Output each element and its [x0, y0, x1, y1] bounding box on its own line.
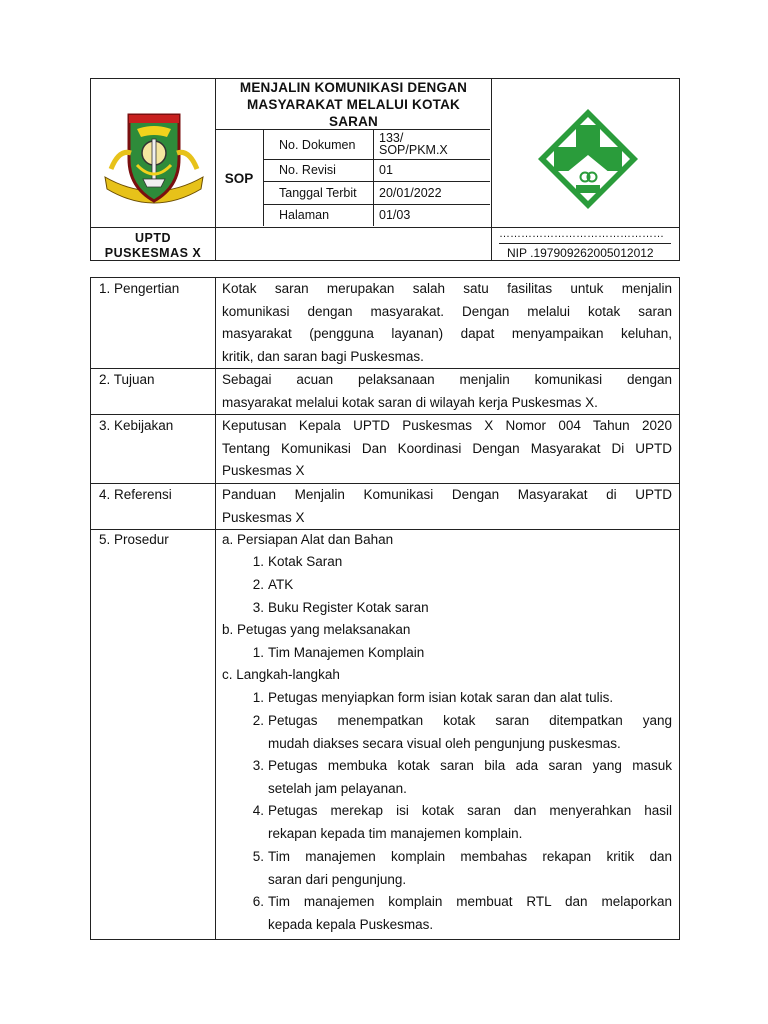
- section-text-pengertian: [222, 278, 672, 368]
- list-item: Tim Manajemen Komplain: [268, 645, 425, 660]
- list-item-line: Petugas membuka kotak saran bila ada saran yang masuk: [268, 758, 672, 773]
- list-number: 2.: [252, 713, 264, 728]
- meta-label-tanggal-terbit: Tanggal Terbit: [279, 186, 357, 200]
- list-item: [268, 710, 672, 755]
- sop-header-table: [90, 78, 680, 261]
- list-item-line: Petugas menyiapkan form isian kotak saran dan alat tulis.: [268, 690, 614, 705]
- list-number: 1.: [252, 645, 264, 660]
- nip-number: NIP .197909262005012012: [507, 246, 654, 260]
- title-line: MENJALIN KOMUNIKASI DENGAN: [239, 80, 468, 95]
- sop-label: SOP: [224, 170, 254, 186]
- section-label-kebijakan: 3. Kebijakan: [99, 418, 174, 433]
- list-item: [268, 891, 672, 936]
- meta-label-no-dokumen: No. Dokumen: [279, 138, 356, 152]
- text-line: Puskesmas X: [222, 509, 305, 525]
- list-item: ATK: [268, 577, 294, 592]
- list-item: [268, 800, 672, 845]
- meta-value-no-dokumen: [373, 132, 491, 156]
- organization-name: [91, 228, 215, 261]
- text-line: kritik, dan saran bagi Puskesmas.: [222, 348, 424, 364]
- subsection-title-persiapan: a. Persiapan Alat dan Bahan: [222, 532, 394, 547]
- list-number: 3.: [252, 600, 264, 615]
- list-item-line: saran dari pengunjung.: [268, 871, 407, 887]
- list-number: 1.: [252, 690, 264, 705]
- puskesmas-logo: [536, 107, 640, 211]
- section-text-referensi: [222, 484, 672, 529]
- list-number: 4.: [252, 803, 264, 818]
- text-line: Sebagai acuan pelaksanaan menjalin komunikasi dengan: [222, 372, 672, 387]
- divider: [263, 181, 490, 182]
- text-line: masyarakat (pengguna layanan) dapat menyampaikan keluhan,: [222, 326, 672, 341]
- divider: [491, 79, 492, 260]
- list-item: [268, 755, 672, 800]
- sop-body-table: [90, 277, 680, 940]
- text-line: Kotak saran merupakan salah satu fasilitas untuk menjalin: [222, 281, 672, 296]
- list-item: [268, 846, 672, 891]
- list-item-line: Petugas menempatkan kotak saran ditempatkan yang: [268, 713, 672, 728]
- section-label-referensi: 4. Referensi: [99, 487, 172, 502]
- list-number: 6.: [252, 894, 264, 909]
- meta-value-line: 133/: [379, 131, 404, 145]
- text-line: masyarakat melalui kotak saran di wilayah kerja Puskesmas X.: [222, 394, 598, 410]
- section-label-tujuan: 2. Tujuan: [99, 372, 155, 387]
- section-text-tujuan: [222, 369, 672, 414]
- text-line: Panduan Menjalin Komunikasi Dengan Masyarakat di UPTD: [222, 487, 672, 502]
- divider: [263, 129, 264, 226]
- list-number: 1.: [252, 554, 264, 569]
- divider: [91, 529, 679, 530]
- text-line: Keputusan Kepala UPTD Puskesmas X Nomor 004 Tahun 2020: [222, 418, 672, 433]
- document-title: [216, 79, 491, 129]
- meta-value-halaman: 01/03: [379, 208, 411, 222]
- list-number: 3.: [252, 758, 264, 773]
- list-item-line: kepada kepala Puskesmas.: [268, 916, 434, 932]
- title-line: MASYARAKAT MELALUI KOTAK: [246, 97, 461, 112]
- list-item: Kotak Saran: [268, 554, 343, 569]
- divider: [215, 278, 216, 939]
- list-item-line: rekapan kepada tim manajemen komplain.: [268, 825, 523, 841]
- divider: [263, 204, 490, 205]
- meta-label-halaman: Halaman: [279, 208, 330, 222]
- list-item-line: mudah diakses secara visual oleh pengunjung puskesmas.: [268, 735, 621, 751]
- text-line: Puskesmas X: [222, 463, 305, 478]
- regency-emblem-logo: [101, 109, 207, 221]
- title-line: SARAN: [328, 114, 378, 129]
- section-text-kebijakan: [222, 415, 672, 483]
- section-label-pengertian: 1. Pengertian: [99, 281, 180, 296]
- divider: [263, 159, 490, 160]
- subsection-title-petugas: b. Petugas yang melaksanakan: [222, 622, 411, 637]
- list-item-line: setelah jam pelayanan.: [268, 780, 407, 796]
- text-line: Tentang Komunikasi Dan Koordinasi Dengan Masyarakat Di UPTD: [222, 440, 672, 456]
- list-item-line: Tim manajemen komplain membahas rekapan kritik dan: [268, 849, 672, 864]
- meta-value-tanggal-terbit: 20/01/2022: [379, 186, 442, 200]
- list-number: 5.: [252, 849, 264, 864]
- meta-value-line: SOP/PKM.X: [379, 143, 448, 157]
- section-label-prosedur: 5. Prosedur: [99, 532, 169, 547]
- list-item-line: Petugas merekap isi kotak saran dan menyerahkan hasil: [268, 803, 672, 818]
- subsection-title-langkah: c. Langkah-langkah: [222, 667, 340, 682]
- org-line: PUSKESMAS X: [104, 246, 202, 260]
- text-line: komunikasi dengan masyarakat. Dengan melalui kotak saran: [222, 303, 672, 319]
- list-number: 2.: [252, 577, 264, 592]
- meta-label-no-revisi: No. Revisi: [279, 163, 336, 177]
- signature-line: [499, 243, 671, 244]
- signature-placeholder: ………………………………………: [499, 228, 664, 240]
- list-item-line: Tim manajemen komplain membuat RTL dan melaporkan: [268, 894, 672, 909]
- list-item: [268, 687, 672, 710]
- list-item: Buku Register Kotak saran: [268, 600, 429, 615]
- org-line: UPTD: [134, 231, 172, 245]
- meta-value-no-revisi: 01: [379, 163, 393, 177]
